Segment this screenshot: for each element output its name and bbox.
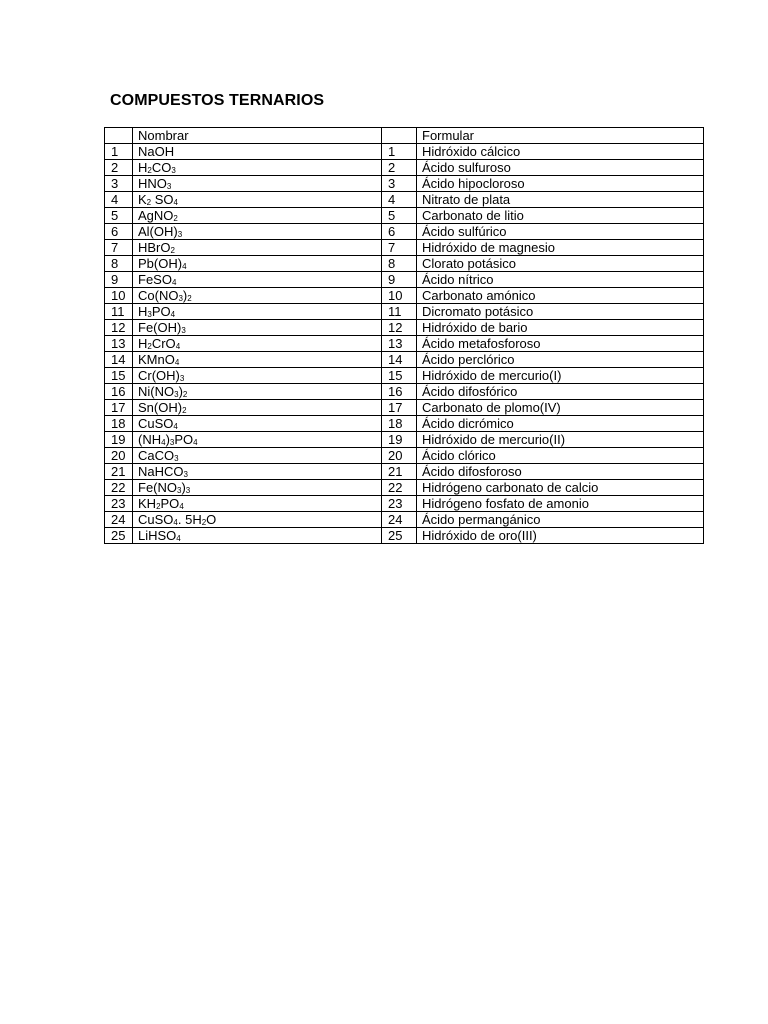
left-row-number: 25 — [105, 528, 133, 544]
formula-subscript: 4 — [170, 310, 176, 319]
formula-text: ) — [165, 432, 170, 447]
formula-text: CaCO — [138, 448, 175, 463]
left-row-number: 14 — [105, 352, 133, 368]
formula-subscript: 3 — [174, 390, 179, 399]
compound-name-cell: Dicromato potásico — [417, 304, 704, 320]
table-row — [105, 224, 704, 240]
formula-cell — [133, 288, 382, 304]
formula-text: PO — [174, 432, 194, 447]
formula-subscript: 2 — [147, 342, 152, 351]
formula-text: AgNO — [138, 208, 174, 223]
formula-text: Pb(OH) — [138, 256, 183, 271]
left-row-number: 8 — [105, 256, 133, 272]
compound-name-cell: Hidróxido de oro(III) — [417, 528, 704, 544]
left-row-number: 24 — [105, 512, 133, 528]
right-row-number: 20 — [382, 448, 417, 464]
formula-cell — [133, 480, 382, 496]
formula-subscript: 3 — [177, 230, 183, 239]
formula-text: LiHSO — [138, 528, 177, 543]
formula-subscript: 4 — [173, 198, 178, 207]
formula-text: H — [138, 336, 148, 351]
formula-subscript: 2 — [156, 502, 161, 511]
left-row-number: 23 — [105, 496, 133, 512]
header-formular: Formular — [417, 128, 704, 144]
formula-cell — [133, 528, 382, 544]
formula-subscript: 2 — [173, 214, 178, 223]
right-row-number: 11 — [382, 304, 417, 320]
formula-text: Fe(OH) — [138, 320, 182, 335]
right-row-number: 25 — [382, 528, 417, 544]
formula-text: Al(OH) — [138, 224, 178, 239]
formula-text: CO — [151, 160, 172, 175]
right-row-number: 17 — [382, 400, 417, 416]
formula-subscript: 3 — [147, 310, 152, 319]
formula-subscript: 4 — [161, 438, 166, 447]
left-row-number: 4 — [105, 192, 133, 208]
formula-text: Co(NO — [138, 288, 179, 303]
compound-name-cell: Hidróxido de bario — [417, 320, 704, 336]
header-nombrar: Nombrar — [133, 128, 382, 144]
formula-text: Ni(NO — [138, 384, 175, 399]
formula-subscript: 3 — [169, 438, 175, 447]
formula-subscript: 4 — [174, 358, 180, 367]
formula-text: ) — [182, 288, 188, 303]
right-row-number: 14 — [382, 352, 417, 368]
compound-name-cell: Carbonato de litio — [417, 208, 704, 224]
left-row-number: 3 — [105, 176, 133, 192]
table-header-row — [105, 128, 704, 144]
formula-cell — [133, 448, 382, 464]
compound-name-cell: Carbonato de plomo(IV) — [417, 400, 704, 416]
right-row-number: 5 — [382, 208, 417, 224]
table-row — [105, 208, 704, 224]
formula-cell — [133, 272, 382, 288]
table-row — [105, 192, 704, 208]
right-row-number: 1 — [382, 144, 417, 160]
compound-name-cell: Ácido difosfórico — [417, 384, 704, 400]
formula-text: HBrO — [138, 240, 171, 255]
formula-cell — [133, 240, 382, 256]
formula-subscript: 2 — [182, 406, 187, 415]
compound-name-cell: Ácido sulfuroso — [417, 160, 704, 176]
formula-text: PO — [160, 496, 180, 511]
formula-cell — [133, 256, 382, 272]
right-row-number: 15 — [382, 368, 417, 384]
formula-cell — [133, 496, 382, 512]
formula-text: KMnO — [138, 352, 175, 367]
formula-text: . 5H — [177, 512, 202, 527]
table-row — [105, 384, 704, 400]
table-row — [105, 432, 704, 448]
formula-text: HNO — [138, 176, 167, 191]
right-row-number: 24 — [382, 512, 417, 528]
formula-subscript: 2 — [187, 294, 192, 303]
formula-cell — [133, 512, 382, 528]
formula-text: H — [138, 160, 148, 175]
table-row — [105, 512, 704, 528]
formula-text: CrO — [151, 336, 176, 351]
page-title: COMPUESTOS TERNARIOS — [110, 92, 325, 109]
formula-subscript: 2 — [147, 166, 152, 175]
right-row-number: 8 — [382, 256, 417, 272]
left-row-number: 12 — [105, 320, 133, 336]
formula-text: CuSO — [138, 512, 174, 527]
formula-subscript: 3 — [181, 326, 186, 335]
table-row — [105, 144, 704, 160]
formula-cell — [133, 144, 382, 160]
table-row — [105, 336, 704, 352]
right-row-number: 6 — [382, 224, 417, 240]
compound-name-cell: Hidróxido de mercurio(II) — [417, 432, 704, 448]
formula-subscript: 3 — [178, 294, 183, 303]
formula-text: Cr(OH) — [138, 368, 180, 383]
compound-name-cell: Ácido perclórico — [417, 352, 704, 368]
formula-text: PO — [151, 304, 171, 319]
formula-cell — [133, 208, 382, 224]
table-row — [105, 176, 704, 192]
compound-name-cell: Ácido clórico — [417, 448, 704, 464]
compound-name-cell: Ácido permangánico — [417, 512, 704, 528]
formula-text: FeSO — [138, 272, 172, 287]
formula-subscript: 4 — [173, 422, 178, 431]
formula-cell — [133, 336, 382, 352]
left-row-number: 1 — [105, 144, 133, 160]
compound-name-cell: Hidrógeno fosfato de amonio — [417, 496, 704, 512]
compounds-table-body — [105, 128, 704, 544]
table-row — [105, 256, 704, 272]
formula-cell — [133, 176, 382, 192]
formula-cell — [133, 192, 382, 208]
left-row-number: 19 — [105, 432, 133, 448]
formula-subscript: 2 — [146, 198, 152, 207]
formula-text: NaOH — [138, 144, 175, 159]
formula-subscript: 4 — [173, 518, 178, 527]
table-row — [105, 352, 704, 368]
compound-name-cell: Ácido difosforoso — [417, 464, 704, 480]
formula-cell — [133, 352, 382, 368]
table-row — [105, 448, 704, 464]
left-row-number: 20 — [105, 448, 133, 464]
formula-cell — [133, 320, 382, 336]
formula-text: (NH — [138, 432, 162, 447]
formula-text: Fe(NO — [138, 480, 177, 495]
formula-subscript: 3 — [183, 470, 188, 479]
table-row — [105, 480, 704, 496]
formula-subscript: 3 — [171, 166, 176, 175]
table-row — [105, 496, 704, 512]
right-row-number: 13 — [382, 336, 417, 352]
formula-subscript: 4 — [193, 438, 198, 447]
formula-subscript: 2 — [170, 246, 175, 255]
formula-subscript: 4 — [171, 278, 177, 287]
right-row-number: 19 — [382, 432, 417, 448]
compound-name-cell: Hidróxido de mercurio(I) — [417, 368, 704, 384]
table-row — [105, 288, 704, 304]
table-row — [105, 464, 704, 480]
formula-subscript: 2 — [182, 390, 188, 399]
formula-cell — [133, 432, 382, 448]
formula-text: Sn(OH) — [138, 400, 183, 415]
formula-subscript: 2 — [201, 518, 207, 527]
right-row-number: 3 — [382, 176, 417, 192]
left-row-number: 5 — [105, 208, 133, 224]
left-row-number: 21 — [105, 464, 133, 480]
formula-subscript: 4 — [179, 502, 184, 511]
compound-name-cell: Nitrato de plata — [417, 192, 704, 208]
formula-subscript: 3 — [185, 486, 191, 495]
table-row — [105, 272, 704, 288]
compound-name-cell: Hidróxido cálcico — [417, 144, 704, 160]
table-row — [105, 240, 704, 256]
right-row-number: 18 — [382, 416, 417, 432]
compound-name-cell: Ácido metafosforoso — [417, 336, 704, 352]
right-row-number: 9 — [382, 272, 417, 288]
formula-text: ) — [181, 480, 186, 495]
formula-subscript: 3 — [166, 182, 172, 191]
right-row-number: 16 — [382, 384, 417, 400]
formula-subscript: 3 — [179, 374, 185, 383]
formula-cell — [133, 464, 382, 480]
formula-cell — [133, 416, 382, 432]
left-row-number: 6 — [105, 224, 133, 240]
table-row — [105, 368, 704, 384]
left-row-number: 15 — [105, 368, 133, 384]
table-row — [105, 416, 704, 432]
formula-text: O — [206, 512, 217, 527]
left-row-number: 2 — [105, 160, 133, 176]
right-row-number: 12 — [382, 320, 417, 336]
table-row — [105, 528, 704, 544]
formula-cell — [133, 304, 382, 320]
formula-text: NaHCO — [138, 464, 184, 479]
table-row — [105, 304, 704, 320]
right-row-number: 7 — [382, 240, 417, 256]
compound-name-cell: Carbonato amónico — [417, 288, 704, 304]
right-row-number: 4 — [382, 192, 417, 208]
left-row-number: 13 — [105, 336, 133, 352]
left-row-number: 7 — [105, 240, 133, 256]
formula-text: KH — [138, 496, 157, 511]
formula-subscript: 3 — [177, 486, 182, 495]
compound-name-cell: Ácido hipocloroso — [417, 176, 704, 192]
formula-cell — [133, 160, 382, 176]
formula-cell — [133, 224, 382, 240]
formula-subscript: 3 — [174, 454, 179, 463]
formula-text: SO — [151, 192, 174, 207]
header-left-number — [105, 128, 133, 144]
left-row-number: 18 — [105, 416, 133, 432]
formula-cell — [133, 400, 382, 416]
formula-cell — [133, 368, 382, 384]
right-row-number: 23 — [382, 496, 417, 512]
compound-name-cell: Hidrógeno carbonato de calcio — [417, 480, 704, 496]
left-row-number: 9 — [105, 272, 133, 288]
compound-name-cell: Ácido nítrico — [417, 272, 704, 288]
header-right-number — [382, 128, 417, 144]
table-row — [105, 400, 704, 416]
formula-text: ) — [178, 384, 183, 399]
right-row-number: 10 — [382, 288, 417, 304]
formula-text: K — [138, 192, 147, 207]
formula-cell — [133, 384, 382, 400]
compound-name-cell: Ácido sulfúrico — [417, 224, 704, 240]
right-row-number: 21 — [382, 464, 417, 480]
compound-name-cell: Clorato potásico — [417, 256, 704, 272]
compound-name-cell: Ácido dicrómico — [417, 416, 704, 432]
formula-subscript: 4 — [176, 534, 181, 543]
left-row-number: 10 — [105, 288, 133, 304]
formula-subscript: 4 — [182, 262, 187, 271]
right-row-number: 22 — [382, 480, 417, 496]
table-row — [105, 320, 704, 336]
compounds-table — [104, 127, 704, 544]
formula-text: H — [138, 304, 148, 319]
formula-subscript: 4 — [175, 342, 181, 351]
left-row-number: 17 — [105, 400, 133, 416]
formula-text: CuSO — [138, 416, 174, 431]
table-row — [105, 160, 704, 176]
left-row-number: 22 — [105, 480, 133, 496]
compound-name-cell: Hidróxido de magnesio — [417, 240, 704, 256]
left-row-number: 11 — [105, 304, 133, 320]
right-row-number: 2 — [382, 160, 417, 176]
left-row-number: 16 — [105, 384, 133, 400]
